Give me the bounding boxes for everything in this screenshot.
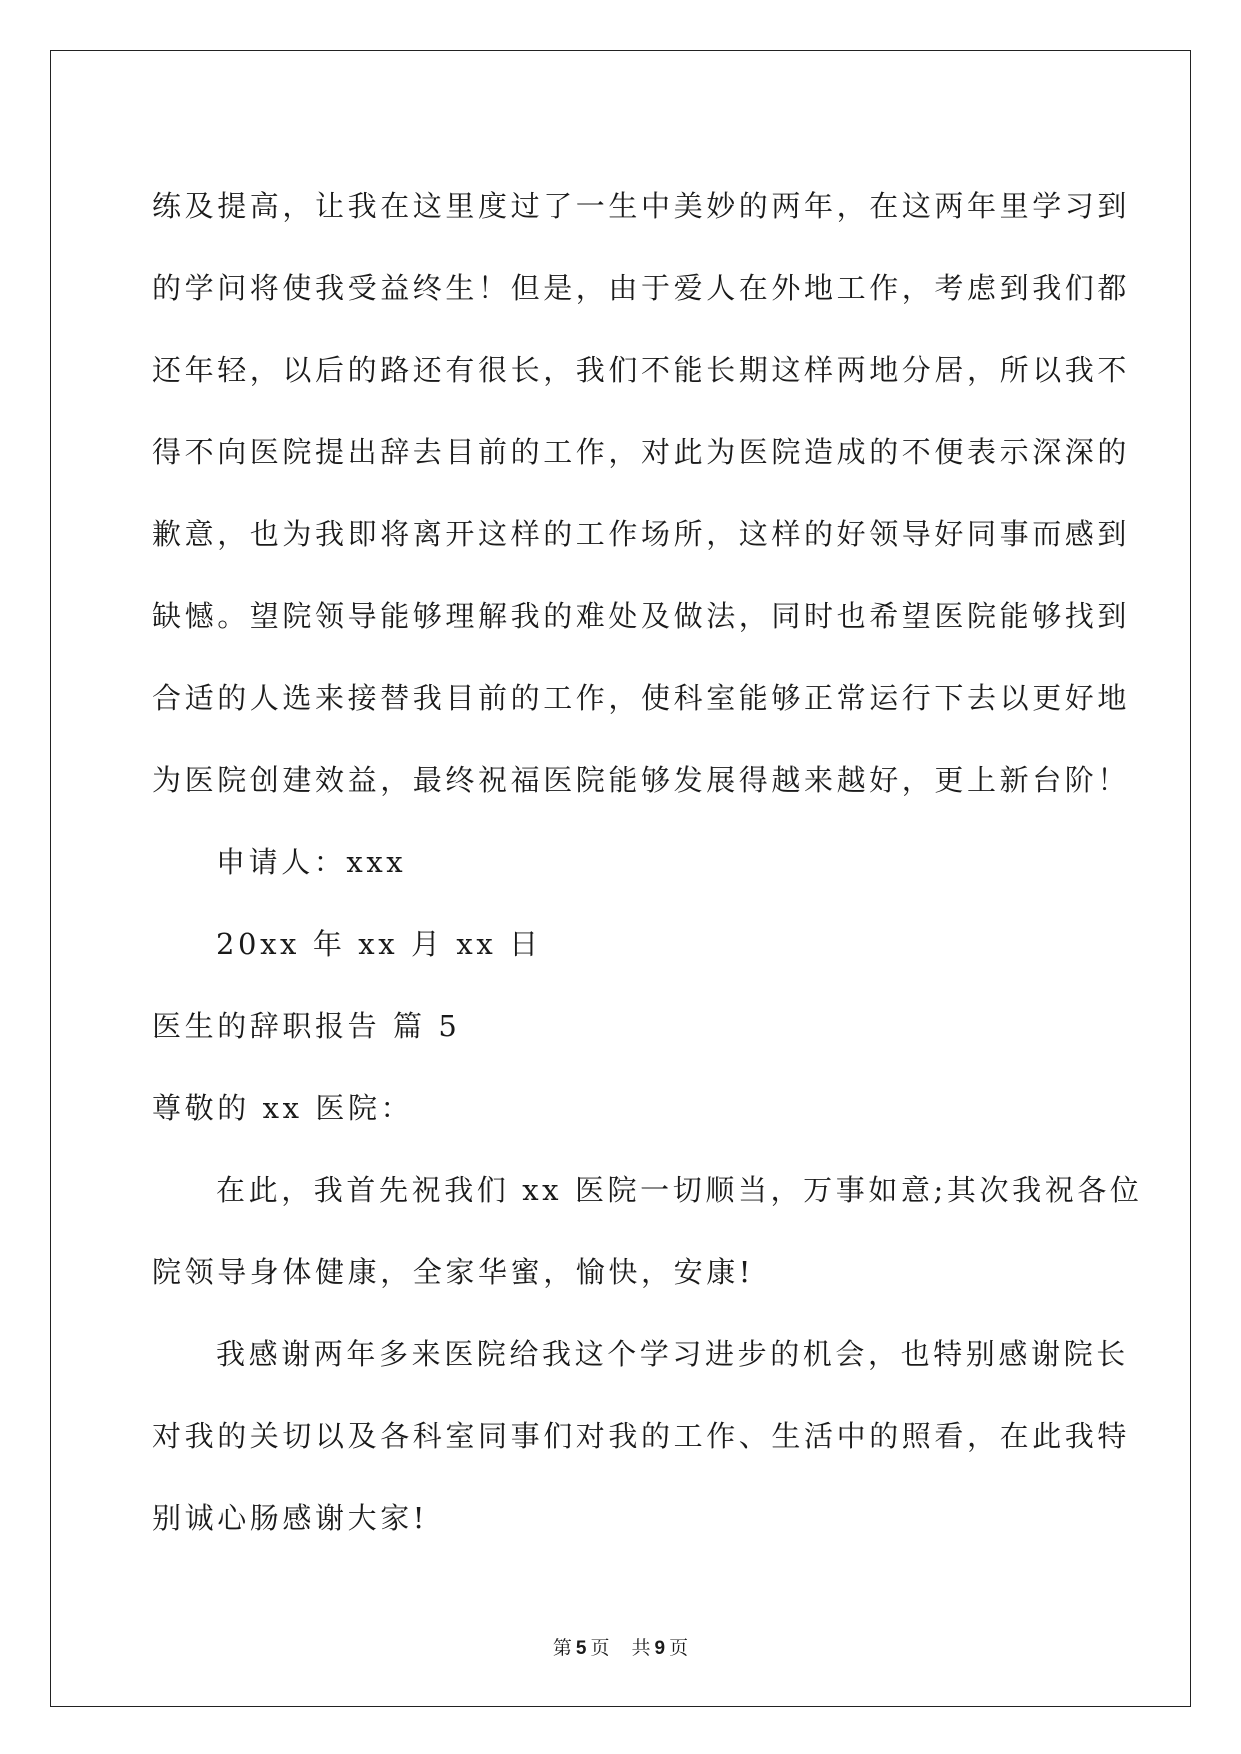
body-line: 缺憾。望院领导能够理解我的难处及做法，同时也希望医院能够找到 [152,599,1131,633]
total-pages: 9 [654,1638,666,1659]
body-line: 歉意，也为我即将离开这样的工作场所，这样的好领导好同事而感到 [152,517,1131,551]
page-footer [0,1633,1241,1660]
date-line: 20xx 年 xx 月 xx 日 [216,927,542,961]
section-title: 医生的辞职报告 篇 5 [152,1009,461,1043]
body-line: 别诚心肠感谢大家! [152,1501,429,1535]
body-line: 练及提高，让我在这里度过了一生中美妙的两年，在这两年里学习到 [152,189,1131,223]
body-line: 得不向医院提出辞去目前的工作，对此为医院造成的不便表示深深的 [152,435,1131,469]
body-line: 合适的人选来接替我目前的工作，使科室能够正常运行下去以更好地 [152,681,1131,715]
body-line: 还年轻，以后的路还有很长，我们不能长期这样两地分居，所以我不 [152,353,1131,387]
total-prefix: 共 [631,1637,651,1659]
page-suffix: 页 [590,1637,610,1659]
body-line: 我感谢两年多来医院给我这个学习进步的机会，也特别感谢院长 [216,1337,1129,1371]
total-suffix: 页 [669,1637,689,1659]
salutation: 尊敬的 xx 医院： [152,1091,414,1125]
body-line: 在此，我首先祝我们 xx 医院一切顺当，万事如意;其次我祝各位 [216,1173,1143,1207]
body-line: 对我的关切以及各科室同事们对我的工作、生活中的照看，在此我特 [152,1419,1131,1453]
document-body [152,165,1143,1559]
applicant-line: 申请人：xxx [216,845,407,879]
page-prefix: 第 [552,1637,572,1659]
body-line: 为医院创建效益，最终祝福医院能够发展得越来越好，更上新台阶！ [152,763,1131,797]
body-line: 的学问将使我受益终生！但是，由于爱人在外地工作，考虑到我们都 [152,271,1131,305]
body-line: 院领导身体健康，全家华蜜，愉快，安康! [152,1255,755,1289]
page-number: 5 [575,1638,587,1659]
